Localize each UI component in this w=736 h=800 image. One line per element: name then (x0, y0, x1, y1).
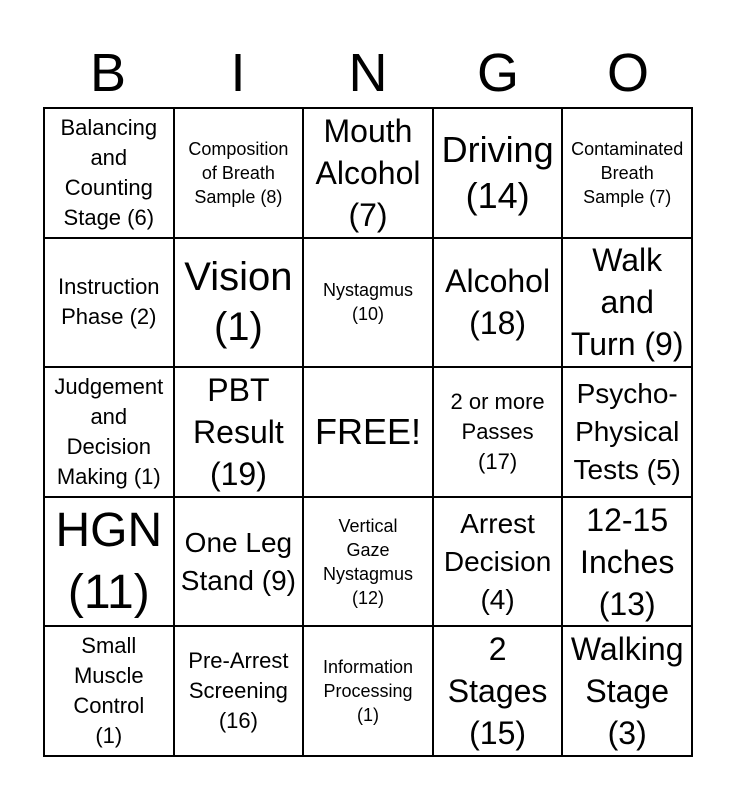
bingo-cell-r5-c4[interactable] (434, 627, 564, 757)
bingo-cell-r4-c4[interactable] (434, 498, 564, 628)
cell-text-line: and (90, 403, 128, 429)
bingo-cell-r1-c5[interactable] (563, 109, 693, 239)
bingo-cell-r2-c2[interactable] (175, 239, 305, 369)
cell-text-line: Muscle (73, 663, 144, 689)
bingo-cell-r2-c1[interactable] (45, 239, 175, 369)
header-letter-n: N (348, 43, 388, 103)
cell-text-line: of Breath (201, 162, 275, 183)
cell-text-line: Control (73, 693, 145, 719)
cell-text-line: Stage (6) (63, 204, 155, 230)
cell-text-line: (11) (67, 565, 150, 619)
cell-text-line: Pre-Arrest (188, 648, 289, 674)
cell-text-line: and (90, 144, 128, 170)
cell-text-line: Arrest (460, 507, 535, 539)
cell-text-line: Tests (5) (573, 453, 681, 485)
header-letter-b: B (89, 43, 127, 103)
bingo-cell-r2-c4[interactable] (434, 239, 564, 369)
bingo-cell-r5-c5[interactable] (563, 627, 693, 757)
cell-text-line: Nystagmus (322, 280, 413, 301)
cell-text-line: (19) (209, 455, 267, 492)
cell-text-line: (1) (356, 705, 379, 726)
cell-text-line: Judgement (54, 373, 164, 399)
cell-text-line: Phase (2) (61, 304, 157, 330)
cell-text-line: Stages (447, 673, 548, 710)
cell-text-line: Mouth (323, 112, 413, 149)
cell-text-line: 2 (488, 631, 507, 668)
cell-text-line: 2 or more (450, 388, 545, 414)
bingo-cell-r2-c5[interactable] (563, 239, 693, 369)
cell-text-line: Inches (580, 543, 675, 580)
cell-text-line: Instruction (58, 274, 160, 300)
bingo-cell-r5-c2[interactable] (175, 627, 305, 757)
cell-text-line: Turn (9) (570, 326, 684, 363)
cell-text-line: (14) (465, 174, 530, 216)
cell-text-line: (18) (469, 305, 527, 342)
cell-text-line: (15) (469, 715, 527, 752)
cell-text-line: (3) (607, 715, 647, 752)
bingo-cell-r5-c3[interactable] (304, 627, 434, 757)
bingo-cell-r1-c4[interactable] (434, 109, 564, 239)
bingo-cell-r3-c2[interactable] (175, 368, 305, 498)
cell-text-line: (13) (598, 585, 656, 622)
cell-text-line: Psycho- (576, 377, 678, 409)
cell-text-line: Decision (66, 433, 151, 459)
cell-text-line: Alcohol (315, 154, 421, 191)
cell-text-line: Vertical (338, 515, 398, 536)
cell-text-line: HGN (55, 503, 163, 557)
cell-text-line: (17) (478, 448, 518, 474)
cell-text-line: Nystagmus (322, 563, 413, 584)
cell-text-line: One Leg (184, 526, 293, 558)
cell-text-line: Driving (441, 128, 554, 170)
cell-text-line: Contaminated (571, 138, 684, 159)
header-letter-i: I (230, 43, 246, 103)
cell-text-line: Screening (188, 678, 288, 704)
header-letter-o: O (606, 43, 649, 103)
cell-text-line: Counting (64, 174, 153, 200)
cell-text-line: Gaze (346, 539, 390, 560)
cell-text-line: Physical (575, 415, 680, 447)
cell-text-line: (1) (95, 723, 123, 749)
bingo-cell-r4-c2[interactable] (175, 498, 305, 628)
cell-text-line: (1) (213, 305, 263, 350)
cell-text-line: Processing (323, 681, 413, 702)
cell-text-line: Result (193, 413, 284, 450)
bingo-cell-r4-c1[interactable] (45, 498, 175, 628)
cell-text-line: Walk (592, 242, 663, 279)
cell-text-line: (10) (351, 304, 384, 325)
cell-text-line: Vision (184, 255, 293, 300)
bingo-cell-r1-c3[interactable] (304, 109, 434, 239)
cell-text-line: Walking (570, 631, 684, 668)
bingo-cell-r3-c1[interactable] (45, 368, 175, 498)
cell-text-line: Composition (188, 138, 289, 159)
cell-text-line: Making (1) (56, 463, 161, 489)
bingo-cell-r4-c3[interactable] (304, 498, 434, 628)
bingo-cell-r2-c3[interactable] (304, 239, 434, 369)
bingo-cell-r1-c1[interactable] (45, 109, 175, 239)
cell-text-line: FREE! (314, 410, 421, 452)
cell-text-line: (4) (480, 583, 515, 615)
bingo-cell-r4-c5[interactable] (563, 498, 693, 628)
cell-text-line: Small (81, 633, 137, 659)
cell-text-line: Balancing (60, 114, 158, 140)
bingo-cell-r3-c5[interactable] (563, 368, 693, 498)
cell-text-line: Alcohol (445, 263, 551, 300)
cell-text-line: Stage (585, 673, 669, 710)
cell-text-line: (16) (218, 708, 258, 734)
bingo-cell-r5-c1[interactable] (45, 627, 175, 757)
cell-text-line: PBT (207, 371, 270, 408)
bingo-cell-r1-c2[interactable] (175, 109, 305, 239)
cell-text-line: Information (322, 657, 414, 678)
bingo-cell-r3-c4[interactable] (434, 368, 564, 498)
bingo-header (43, 40, 693, 106)
cell-text-line: and (600, 284, 654, 321)
header-letter-g: G (476, 43, 519, 103)
cell-text-line: (7) (348, 196, 388, 233)
cell-text-line: (12) (351, 587, 384, 608)
cell-text-line: Sample (8) (194, 186, 283, 207)
bingo-grid (43, 107, 693, 757)
free-space-cell[interactable] (304, 368, 434, 498)
cell-text-line: Stand (9) (180, 564, 296, 596)
cell-text-line: Passes (461, 418, 534, 444)
cell-text-line: Decision (443, 545, 552, 577)
cell-text-line: Sample (7) (583, 186, 672, 207)
cell-text-line: Breath (600, 162, 654, 183)
cell-text-line: 12-15 (586, 501, 669, 538)
